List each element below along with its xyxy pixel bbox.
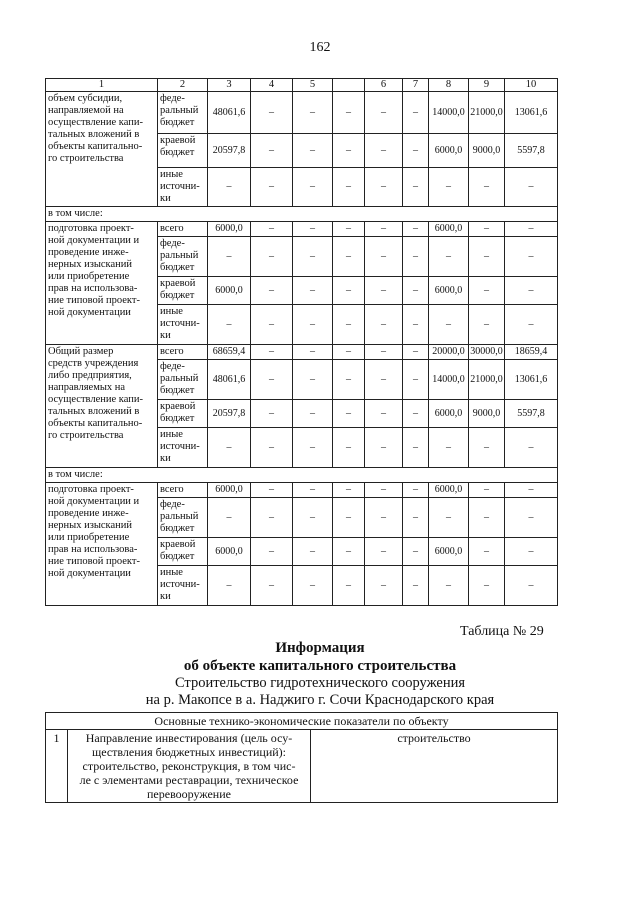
value-cell: –	[293, 222, 333, 237]
cell-line: ки	[160, 330, 171, 341]
row-description	[46, 92, 158, 207]
value-cell: –	[333, 498, 365, 538]
value-cell: –	[251, 483, 293, 498]
value-cell: –	[365, 538, 403, 566]
value-cell: –	[403, 345, 429, 360]
column-header: 3	[208, 79, 251, 92]
cell-line: объем субсидии,	[48, 93, 123, 104]
column-header: 1	[46, 79, 158, 92]
value-cell: –	[293, 237, 333, 277]
value-cell: 13061,6	[505, 92, 558, 134]
info-table-header: Основные технико-экономические показатели по объекту	[46, 713, 558, 730]
value-cell: –	[293, 400, 333, 428]
value-cell: –	[365, 92, 403, 134]
value-cell: 6000,0	[429, 277, 469, 305]
cell-line: ки	[160, 591, 171, 602]
value-cell: 48061,6	[208, 92, 251, 134]
cell-line: всего	[160, 484, 184, 495]
value-cell: –	[293, 566, 333, 606]
column-header	[333, 79, 365, 92]
value-cell: –	[208, 305, 251, 345]
value-cell: –	[505, 277, 558, 305]
funding-source	[158, 538, 208, 566]
cell-line: проведение инже-	[48, 508, 129, 519]
cell-line: всего	[160, 346, 184, 357]
value-cell: 21000,0	[469, 92, 505, 134]
value-cell: 6000,0	[429, 538, 469, 566]
value-cell: –	[333, 168, 365, 207]
value-cell: 5597,8	[505, 134, 558, 168]
value-cell: –	[505, 538, 558, 566]
value-cell: –	[469, 428, 505, 468]
value-cell: –	[365, 400, 403, 428]
cell-line: ральный	[160, 250, 199, 261]
cell-line: объекты капитально-	[48, 141, 143, 152]
value-cell: –	[333, 538, 365, 566]
value-cell: –	[365, 277, 403, 305]
info-row-label-line: строительство, реконструкция, в том чис-	[82, 759, 296, 773]
info-row-value: строительство	[311, 730, 558, 803]
value-cell: 6000,0	[429, 400, 469, 428]
column-header: 4	[251, 79, 293, 92]
column-header: 5	[293, 79, 333, 92]
info-row-label-line: Направление инвестирования (цель осу-	[85, 731, 293, 745]
header-row	[46, 79, 558, 92]
value-cell: –	[293, 277, 333, 305]
value-cell: –	[365, 222, 403, 237]
cell-line: бюджет	[160, 551, 195, 562]
funding-source	[158, 277, 208, 305]
cell-line: средств учреждения	[48, 358, 139, 369]
value-cell: –	[403, 360, 429, 400]
cell-line: осуществление капи-	[48, 117, 143, 128]
value-cell: –	[251, 400, 293, 428]
value-cell: –	[333, 305, 365, 345]
value-cell: –	[293, 538, 333, 566]
subtitle-row	[46, 468, 558, 483]
value-cell: –	[469, 498, 505, 538]
value-cell: –	[251, 305, 293, 345]
column-header: 8	[429, 79, 469, 92]
page-number: 162	[309, 40, 331, 55]
cell-line: бюджет	[160, 290, 195, 301]
value-cell: –	[251, 360, 293, 400]
column-header: 7	[403, 79, 429, 92]
info-row-label-line: ществления бюджетных инвестиций):	[91, 745, 287, 759]
value-cell: –	[293, 483, 333, 498]
value-cell: 6000,0	[208, 277, 251, 305]
value-cell: –	[251, 277, 293, 305]
cell-line: объекты капитально-	[48, 418, 143, 429]
value-cell: 6000,0	[208, 222, 251, 237]
value-cell: –	[403, 168, 429, 207]
cell-line: либо предприятия,	[48, 370, 132, 381]
value-cell: –	[403, 483, 429, 498]
table-label: Таблица № 29	[460, 624, 544, 639]
cell-line: тальных вложений в	[48, 129, 140, 140]
column-header: 6	[365, 79, 403, 92]
cell-line: ральный	[160, 511, 199, 522]
value-cell: 30000,0	[469, 345, 505, 360]
value-cell: –	[251, 92, 293, 134]
value-cell: –	[469, 305, 505, 345]
value-cell: –	[469, 566, 505, 606]
value-cell: –	[208, 428, 251, 468]
cell-line: го строительства	[48, 153, 124, 164]
cell-line: источни-	[160, 441, 200, 452]
cell-line: прав на использова-	[48, 544, 138, 555]
value-cell: –	[333, 222, 365, 237]
value-cell: –	[251, 237, 293, 277]
value-cell: –	[293, 360, 333, 400]
cell-line: бюджет	[160, 117, 195, 128]
value-cell: –	[365, 168, 403, 207]
value-cell: –	[365, 134, 403, 168]
cell-line: краевой	[160, 135, 196, 146]
value-cell: –	[469, 222, 505, 237]
cell-line: бюджет	[160, 523, 195, 534]
info-row-label	[68, 730, 311, 803]
value-cell: –	[333, 400, 365, 428]
value-cell: 6000,0	[429, 222, 469, 237]
cell-line: нерных изысканий	[48, 520, 133, 531]
value-cell: –	[251, 345, 293, 360]
table-row	[46, 92, 558, 134]
cell-line: иные	[160, 429, 183, 440]
heading-object-name: Строительство гидротехнического сооружения	[174, 675, 466, 691]
cell-line: осуществление капи-	[48, 394, 143, 405]
value-cell: –	[505, 483, 558, 498]
cell-line: феде-	[160, 238, 185, 249]
value-cell: –	[333, 483, 365, 498]
value-cell: –	[333, 360, 365, 400]
row-description	[46, 345, 158, 468]
cell-line: феде-	[160, 93, 185, 104]
value-cell: –	[365, 428, 403, 468]
value-cell: –	[333, 345, 365, 360]
value-cell: 13061,6	[505, 360, 558, 400]
cell-line: ной документации	[48, 568, 131, 579]
value-cell: –	[469, 237, 505, 277]
info-row-label-line: ле с элементами реставрации, техническое	[79, 773, 299, 787]
value-cell: –	[293, 428, 333, 468]
funding-source	[158, 134, 208, 168]
value-cell: 14000,0	[429, 92, 469, 134]
heading-object-location: на р. Макопсе в а. Наджиго г. Сочи Краснодарского края	[145, 692, 495, 708]
cell-line: или приобретение	[48, 532, 130, 543]
row-description	[46, 483, 158, 606]
value-cell: –	[429, 237, 469, 277]
cell-line: направляемых на	[48, 382, 126, 393]
info-table	[45, 712, 558, 803]
value-cell: 21000,0	[469, 360, 505, 400]
cell-line: бюджет	[160, 413, 195, 424]
value-cell: –	[429, 305, 469, 345]
funding-source	[158, 92, 208, 134]
cell-line: краевой	[160, 539, 196, 550]
funding-source	[158, 237, 208, 277]
value-cell: –	[293, 305, 333, 345]
cell-line: прав на использова-	[48, 283, 138, 294]
heading-title: Информация	[275, 640, 365, 656]
value-cell: 9000,0	[469, 400, 505, 428]
value-cell: –	[403, 305, 429, 345]
value-cell: –	[293, 92, 333, 134]
column-header: 10	[505, 79, 558, 92]
info-row-label-line: перевооружение	[147, 787, 231, 801]
value-cell: –	[403, 498, 429, 538]
cell-line: ральный	[160, 373, 199, 384]
value-cell: –	[429, 168, 469, 207]
value-cell: –	[208, 566, 251, 606]
value-cell: –	[333, 134, 365, 168]
value-cell: –	[208, 168, 251, 207]
cell-line: проведение инже-	[48, 247, 129, 258]
funding-source	[158, 428, 208, 468]
value-cell: –	[365, 566, 403, 606]
value-cell: –	[365, 237, 403, 277]
value-cell: –	[403, 237, 429, 277]
cell-line: источни-	[160, 318, 200, 329]
funding-source	[158, 498, 208, 538]
cell-line: источни-	[160, 579, 200, 590]
section-subtitle: в том числе:	[46, 468, 558, 483]
cell-line: бюджет	[160, 262, 195, 273]
value-cell: –	[505, 566, 558, 606]
value-cell: –	[251, 222, 293, 237]
cell-line: ной документации и	[48, 496, 140, 507]
value-cell: 5597,8	[505, 400, 558, 428]
value-cell: –	[365, 345, 403, 360]
cell-line: тальных вложений в	[48, 406, 140, 417]
value-cell: –	[365, 498, 403, 538]
value-cell: –	[429, 566, 469, 606]
value-cell: –	[251, 428, 293, 468]
value-cell: –	[208, 237, 251, 277]
value-cell: 18659,4	[505, 345, 558, 360]
cell-line: иные	[160, 567, 183, 578]
value-cell: –	[251, 168, 293, 207]
table-row	[46, 345, 558, 360]
value-cell: –	[251, 134, 293, 168]
value-cell: –	[505, 428, 558, 468]
value-cell: –	[365, 305, 403, 345]
value-cell: –	[333, 237, 365, 277]
value-cell: –	[333, 428, 365, 468]
value-cell: –	[429, 498, 469, 538]
info-table-row	[46, 730, 558, 803]
cell-line: го строительства	[48, 430, 124, 441]
funding-source	[158, 305, 208, 345]
cell-line: ние типовой проект-	[48, 295, 140, 306]
value-cell: –	[365, 483, 403, 498]
value-cell: –	[293, 168, 333, 207]
cell-line: подготовка проект-	[48, 484, 134, 495]
value-cell: –	[505, 237, 558, 277]
cell-line: Общий размер	[48, 346, 114, 357]
cell-line: бюджет	[160, 147, 195, 158]
value-cell: 6000,0	[429, 483, 469, 498]
value-cell: –	[505, 222, 558, 237]
funding-source	[158, 360, 208, 400]
funding-source	[158, 483, 208, 498]
value-cell: 20597,8	[208, 134, 251, 168]
cell-line: ной документации	[48, 307, 131, 318]
cell-line: направляемой на	[48, 105, 124, 116]
funding-source	[158, 168, 208, 207]
value-cell: –	[208, 498, 251, 538]
row-description	[46, 222, 158, 345]
value-cell: 14000,0	[429, 360, 469, 400]
value-cell: –	[403, 277, 429, 305]
cell-line: краевой	[160, 278, 196, 289]
value-cell: 6000,0	[208, 538, 251, 566]
value-cell: 20000,0	[429, 345, 469, 360]
value-cell: –	[429, 428, 469, 468]
info-table-header-row	[46, 713, 558, 730]
value-cell: –	[251, 566, 293, 606]
table-row	[46, 222, 558, 237]
value-cell: 68659,4	[208, 345, 251, 360]
cell-line: ки	[160, 453, 171, 464]
funding-table	[45, 78, 558, 606]
cell-line: ральный	[160, 105, 199, 116]
cell-line: источни-	[160, 181, 200, 192]
value-cell: –	[469, 483, 505, 498]
column-header: 2	[158, 79, 208, 92]
info-row-number: 1	[46, 730, 68, 803]
funding-source	[158, 566, 208, 606]
cell-line: иные	[160, 306, 183, 317]
value-cell: –	[469, 168, 505, 207]
heading-subtitle: об объекте капитального строительства	[183, 658, 457, 674]
value-cell: –	[403, 400, 429, 428]
subtitle-row	[46, 207, 558, 222]
cell-line: нерных изысканий	[48, 259, 133, 270]
cell-line: ной документации и	[48, 235, 140, 246]
value-cell: –	[403, 222, 429, 237]
cell-line: бюджет	[160, 385, 195, 396]
funding-source	[158, 345, 208, 360]
value-cell: 6000,0	[208, 483, 251, 498]
value-cell: –	[333, 566, 365, 606]
cell-line: краевой	[160, 401, 196, 412]
column-header: 9	[469, 79, 505, 92]
funding-source	[158, 400, 208, 428]
value-cell: –	[293, 345, 333, 360]
value-cell: –	[403, 134, 429, 168]
value-cell: –	[403, 538, 429, 566]
value-cell: –	[469, 538, 505, 566]
section-subtitle: в том числе:	[46, 207, 558, 222]
value-cell: 9000,0	[469, 134, 505, 168]
value-cell: –	[505, 168, 558, 207]
cell-line: ки	[160, 193, 171, 204]
funding-table-body	[46, 79, 558, 606]
value-cell: –	[403, 428, 429, 468]
value-cell: –	[365, 360, 403, 400]
value-cell: 48061,6	[208, 360, 251, 400]
value-cell: –	[293, 134, 333, 168]
funding-source	[158, 222, 208, 237]
cell-line: подготовка проект-	[48, 223, 134, 234]
cell-line: ние типовой проект-	[48, 556, 140, 567]
value-cell: –	[403, 92, 429, 134]
cell-line: феде-	[160, 499, 185, 510]
value-cell: 20597,8	[208, 400, 251, 428]
value-cell: –	[403, 566, 429, 606]
cell-line: всего	[160, 223, 184, 234]
cell-line: иные	[160, 169, 183, 180]
value-cell: –	[505, 498, 558, 538]
value-cell: –	[293, 498, 333, 538]
value-cell: –	[251, 498, 293, 538]
table-row	[46, 483, 558, 498]
value-cell: –	[333, 92, 365, 134]
value-cell: –	[469, 277, 505, 305]
cell-line: или приобретение	[48, 271, 130, 282]
value-cell: –	[251, 538, 293, 566]
value-cell: –	[505, 305, 558, 345]
value-cell: 6000,0	[429, 134, 469, 168]
cell-line: феде-	[160, 361, 185, 372]
value-cell: –	[333, 277, 365, 305]
